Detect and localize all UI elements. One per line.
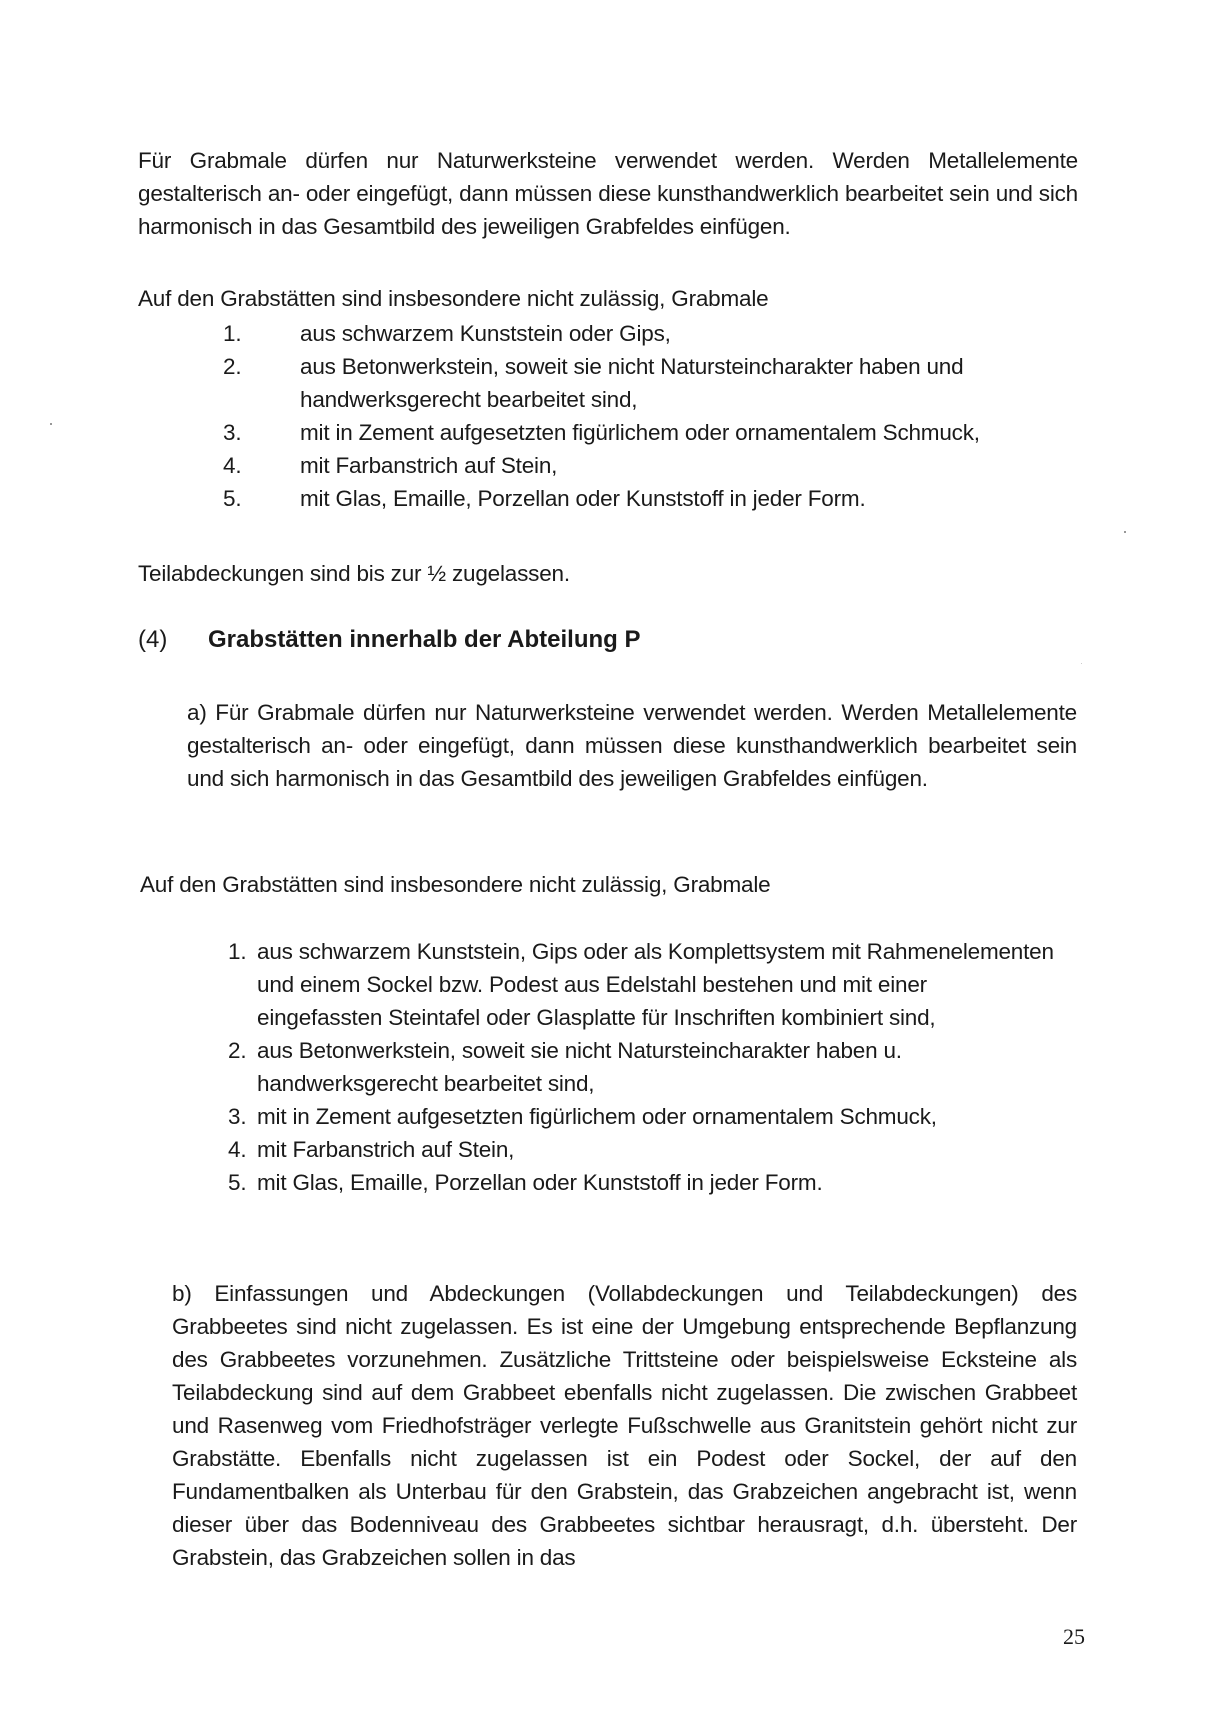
list-item <box>0 1166 1222 1199</box>
list-item-text: mit Farbanstrich auf Stein, <box>257 1137 515 1162</box>
section-title: Grabstätten innerhalb der Abteilung P <box>208 626 641 653</box>
list-item-number: 2. <box>228 1038 247 1063</box>
list-item <box>0 935 1222 1034</box>
scan-speck <box>50 423 52 425</box>
list-item-number: 5. <box>223 486 242 511</box>
list-item-number: 2. <box>223 354 242 379</box>
list-item-number: 5. <box>228 1170 247 1195</box>
list-item-number: 1. <box>223 321 242 346</box>
list-item-number: 4. <box>223 453 242 478</box>
paragraph-nicht-zulaessig-intro: Auf den Grabstätten sind insbesondere nicht zulässig, Grabmale <box>138 286 769 311</box>
list-item-text: mit Glas, Emaille, Porzellan oder Kunststoff in jeder Form. <box>257 1170 823 1195</box>
list-item-number: 3. <box>223 420 242 445</box>
prohibited-grabmale-list-p <box>0 935 1222 1199</box>
paragraph-b-einfassungen: b) Einfassungen und Abdeckungen (Vollabdeckungen und Teilabdeckungen) des Grabbeetes sind nicht zugelassen. Es ist eine der Umgebung entsprechende Bepflanzung des Grabbeetes vorzunehmen. Zusätzliche Trittsteine oder beispielsweise Ecksteine als Teilabdeckung sind auf dem Grabbeet ebenfalls nicht zugelassen. Die zwischen Grabbeet und Rasenweg vom Friedhofsträger verlegte Fußschwelle aus Granitstein gehört nicht zur Grabstätte. Ebenfalls nicht zugelassen ist ein Podest oder Sockel, der auf den Fundamentbalken als Unterbau für den Grabstein, das Grabzeichen angebracht ist, wenn dieser über das Bodenniveau des Grabbeetes sichtbar herausragt, d.h. übersteht. Der Grabstein, das Grabzeichen sollen in das <box>172 1281 1077 1570</box>
list-item-text: aus Betonwerkstein, soweit sie nicht Natursteincharakter haben und handwerksgerecht bearbeitet sind, <box>300 354 964 412</box>
list-item <box>0 482 1222 515</box>
list-item <box>0 317 1222 350</box>
section-number: (4) <box>138 626 168 653</box>
scan-speck <box>1124 531 1126 533</box>
list-item <box>0 1034 1222 1100</box>
list-item-text: mit in Zement aufgesetzten figürlichem oder ornamentalem Schmuck, <box>300 420 980 445</box>
list-item-number: 4. <box>228 1137 247 1162</box>
list-item-text: aus Betonwerkstein, soweit sie nicht Natursteincharakter haben u. handwerksgerecht bearbeitet sind, <box>257 1038 902 1096</box>
list-item-text: aus schwarzem Kunststein oder Gips, <box>300 321 671 346</box>
paragraph-grabmale-naturwerksteine: Für Grabmale dürfen nur Naturwerksteine verwendet werden. Werden Metallelemente gestalterisch an- oder eingefügt, dann müssen diese kunsthandwerklich bearbeitet sein und sich harmonisch in das Gesamtbild des jeweiligen Grabfeldes einfügen. <box>138 148 1078 239</box>
scan-speck <box>1081 663 1082 664</box>
list-item <box>0 1133 1222 1166</box>
list-item-text: mit Glas, Emaille, Porzellan oder Kunststoff in jeder Form. <box>300 486 866 511</box>
page-number: 25 <box>1063 1624 1085 1649</box>
list-item <box>0 416 1222 449</box>
section-heading <box>138 623 1038 657</box>
list-item-text: mit in Zement aufgesetzten figürlichem oder ornamentalem Schmuck, <box>257 1104 937 1129</box>
list-item <box>0 449 1222 482</box>
list-item <box>0 350 1222 416</box>
list-item <box>0 1100 1222 1133</box>
list-item-number: 3. <box>228 1104 247 1129</box>
prohibited-grabmale-list <box>0 317 1222 515</box>
paragraph-a-naturwerksteine: a) Für Grabmale dürfen nur Naturwerksteine verwendet werden. Werden Metallelemente gestalterisch an- oder eingefügt, dann müssen diese kunsthandwerklich bearbeitet sein und sich harmonisch in das Gesamtbild des jeweiligen Grabfeldes einfügen. <box>187 700 1077 791</box>
list-item-text: aus schwarzem Kunststein, Gips oder als Komplettsystem mit Rahmenelementen und einem Sockel bzw. Podest aus Edelstahl bestehen und mit einer eingefassten Steintafel oder Glasplatte für Inschriften kombiniert sind, <box>257 939 1054 1030</box>
list-item-text: mit Farbanstrich auf Stein, <box>300 453 558 478</box>
paragraph-teilabdeckungen: Teilabdeckungen sind bis zur ½ zugelassen. <box>138 561 570 586</box>
paragraph-nicht-zulaessig-intro-p: Auf den Grabstätten sind insbesondere nicht zulässig, Grabmale <box>140 872 771 897</box>
list-item-number: 1. <box>228 939 247 964</box>
